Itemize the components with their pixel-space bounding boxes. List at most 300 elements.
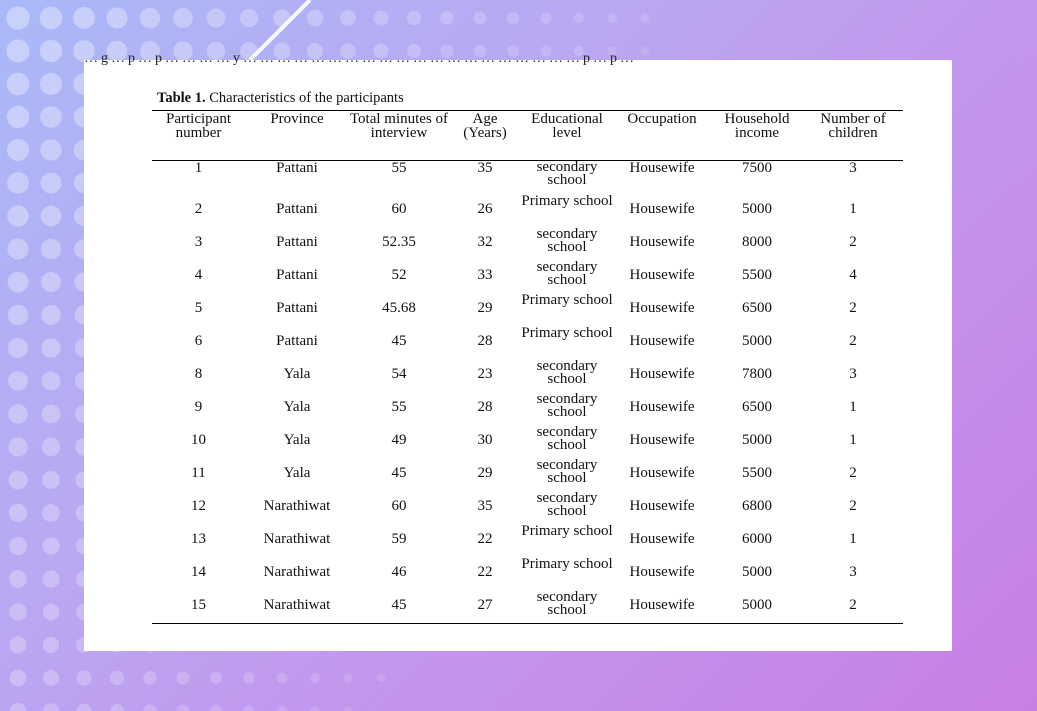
cell-age (449, 491, 521, 524)
cell-value: 7800 (742, 366, 772, 382)
header-age: Age (Years) (463, 111, 507, 141)
cell-value: 3 (849, 366, 857, 382)
cell-value: 6500 (742, 300, 772, 316)
background-dot (176, 671, 189, 684)
background-dot (106, 7, 127, 28)
cell-value: Housewife (629, 333, 695, 349)
cell-value: secondary school (536, 490, 598, 519)
cell-value: 1 (849, 432, 857, 448)
cell-number-of-children (803, 194, 903, 227)
cell-value: Housewife (629, 201, 695, 217)
cell-number-of-children (803, 491, 903, 524)
background-dot (310, 673, 320, 683)
cell-value: 45 (391, 333, 407, 349)
background-dot (344, 707, 353, 711)
cell-total-minutes (349, 326, 449, 359)
cell-age (449, 326, 521, 359)
cell-participant-number (152, 194, 245, 227)
cell-value: Pattani (276, 333, 318, 349)
background-dot (40, 40, 62, 62)
header-educational-level: Educational level (531, 111, 603, 141)
cell-value: 30 (477, 432, 493, 448)
background-dot (277, 673, 288, 684)
cutoff-text-line: …g…p…p…………y……………………………………………………p…p… (84, 51, 637, 66)
cell-number-of-children (803, 458, 903, 491)
background-dot (40, 73, 62, 95)
cell-occupation (613, 161, 711, 195)
cell-occupation (613, 524, 711, 557)
cell-value: 3 (849, 564, 857, 580)
background-dot (9, 471, 28, 490)
cell-number-of-children (803, 227, 903, 260)
cell-value: 1 (849, 399, 857, 415)
background-dot (42, 405, 61, 424)
cell-value: Pattani (276, 234, 318, 250)
cell-educational-level (521, 194, 613, 227)
cell-value: 9 (194, 399, 203, 415)
cell-value: Narathiwat (263, 498, 331, 514)
cell-province (245, 161, 349, 195)
background-dot (41, 272, 61, 292)
cell-value: Pattani (276, 160, 318, 176)
cell-value: Primary school (521, 325, 613, 341)
cell-value: Narathiwat (263, 597, 331, 613)
cell-value: Housewife (629, 300, 695, 316)
table-caption (157, 90, 404, 107)
background-dot (7, 238, 28, 259)
background-dot (540, 12, 551, 23)
cell-value: 52.35 (382, 234, 416, 250)
cell-total-minutes (349, 524, 449, 557)
background-dot (343, 673, 352, 682)
cell-occupation (613, 425, 711, 458)
cell-province (245, 458, 349, 491)
cell-participant-number (152, 161, 245, 195)
background-dot (640, 13, 649, 22)
cell-participant-number (152, 557, 245, 590)
cell-number-of-children (803, 557, 903, 590)
cell-participant-number (152, 359, 245, 392)
background-dot (7, 139, 29, 161)
caption-number: Table 1. (157, 90, 206, 106)
cell-value: 15 (191, 597, 206, 613)
table-row (152, 359, 903, 392)
background-dot (8, 338, 28, 358)
cell-value: Narathiwat (263, 564, 331, 580)
cell-value: Housewife (629, 498, 695, 514)
cell-educational-level (521, 293, 613, 326)
cell-age (449, 194, 521, 227)
caption-text: Characteristics of the participants (205, 90, 404, 106)
cell-value: 14 (191, 564, 206, 580)
cell-number-of-children (803, 326, 903, 359)
cell-household-income (711, 458, 803, 491)
cell-value: 4 (194, 267, 203, 283)
background-dot (40, 7, 63, 30)
cell-value: 2 (849, 498, 857, 514)
cell-value: 28 (477, 333, 493, 349)
table-row (152, 458, 903, 491)
background-dot (9, 504, 27, 522)
cell-value: 4 (849, 267, 857, 283)
cell-value: 32 (477, 234, 493, 250)
cell-value: Housewife (629, 432, 695, 448)
cell-participant-number (152, 293, 245, 326)
background-dot (42, 570, 59, 587)
background-dot (574, 13, 585, 24)
cell-value: Yala (283, 432, 311, 448)
background-dot (41, 305, 61, 325)
background-dot (7, 73, 30, 96)
cell-value: Narathiwat (263, 531, 331, 547)
cell-occupation (613, 260, 711, 293)
cell-value: 5500 (742, 267, 772, 283)
cell-value: 6000 (742, 531, 772, 547)
background-dot (10, 703, 26, 711)
cell-educational-level (521, 590, 613, 624)
cell-value: 23 (477, 366, 493, 382)
background-dot (41, 239, 61, 259)
background-dot (7, 205, 28, 226)
cell-value: 35 (477, 498, 493, 514)
cell-value: 7500 (742, 160, 772, 176)
cell-value: secondary school (536, 226, 598, 255)
table-row (152, 326, 903, 359)
cell-province (245, 194, 349, 227)
background-dot (407, 11, 421, 25)
table-row (152, 491, 903, 524)
background-dot (140, 8, 160, 28)
background-dot (9, 636, 26, 653)
background-dot (40, 106, 62, 128)
cell-value: Housewife (629, 160, 695, 176)
cell-educational-level (521, 392, 613, 425)
cell-participant-number (152, 392, 245, 425)
cell-value: 13 (191, 531, 206, 547)
background-dot (42, 504, 60, 522)
cell-occupation (613, 491, 711, 524)
cell-value: Housewife (629, 399, 695, 415)
background-dot (173, 8, 193, 28)
cell-value: Yala (283, 366, 311, 382)
cell-educational-level (521, 425, 613, 458)
cell-number-of-children (803, 260, 903, 293)
background-dot (307, 10, 324, 27)
cell-value: Yala (283, 399, 311, 415)
cell-value: 3 (194, 234, 203, 250)
cell-total-minutes (349, 458, 449, 491)
background-dot (42, 438, 60, 456)
participants-table (152, 110, 903, 624)
background-dot (77, 704, 92, 711)
cell-value: secondary school (536, 457, 598, 486)
cell-value: 1 (849, 531, 857, 547)
background-dot (8, 437, 27, 456)
cell-household-income (711, 392, 803, 425)
cell-household-income (711, 227, 803, 260)
table-row (152, 557, 903, 590)
cell-value: 5 (194, 300, 203, 316)
cell-value: 3 (849, 160, 857, 176)
background-dot (243, 705, 254, 711)
cell-value: 10 (191, 432, 206, 448)
cell-participant-number (152, 590, 245, 624)
cell-province (245, 227, 349, 260)
background-dot (43, 670, 59, 686)
background-dot (8, 404, 27, 423)
background-dot (177, 705, 190, 711)
cell-number-of-children (803, 161, 903, 195)
cell-occupation (613, 557, 711, 590)
cell-participant-number (152, 524, 245, 557)
background-dot (377, 674, 386, 683)
cell-age (449, 293, 521, 326)
background-dot (8, 272, 29, 293)
cell-total-minutes (349, 260, 449, 293)
cell-value: 29 (477, 300, 493, 316)
cell-participant-number (152, 260, 245, 293)
cell-value: 60 (391, 201, 407, 217)
background-dot (8, 305, 28, 325)
background-dot (474, 12, 487, 25)
background-dot (41, 371, 60, 390)
cell-value: Housewife (629, 597, 695, 613)
cell-total-minutes (349, 491, 449, 524)
cell-educational-level (521, 359, 613, 392)
cell-value: 35 (477, 160, 493, 176)
cell-household-income (711, 557, 803, 590)
background-dot (41, 206, 62, 227)
header-province: Province (270, 111, 324, 127)
background-dot (440, 11, 454, 25)
cell-educational-level (521, 326, 613, 359)
cell-province (245, 392, 349, 425)
table-row (152, 590, 903, 624)
cell-value: 8 (194, 366, 203, 382)
cell-household-income (711, 326, 803, 359)
cell-number-of-children (803, 359, 903, 392)
header-household-income: Household income (724, 111, 790, 141)
cell-age (449, 260, 521, 293)
table-row (152, 392, 903, 425)
cell-province (245, 260, 349, 293)
cell-value: Housewife (629, 366, 695, 382)
header-occupation: Occupation (627, 111, 697, 127)
background-dot (41, 338, 60, 357)
background-dot (43, 703, 59, 711)
background-dot (210, 705, 222, 711)
background-dot (243, 672, 255, 684)
table-row (152, 425, 903, 458)
cell-number-of-children (803, 293, 903, 326)
background-dot (340, 10, 356, 26)
cell-value: Pattani (276, 201, 318, 217)
cell-household-income (711, 491, 803, 524)
cell-value: 2 (849, 300, 857, 316)
cell-value: 59 (391, 531, 407, 547)
cell-value: 26 (477, 201, 493, 217)
cell-participant-number (152, 425, 245, 458)
background-dot (42, 537, 59, 554)
table-row (152, 260, 903, 293)
table-row (152, 161, 903, 195)
cell-value: Housewife (629, 234, 695, 250)
cell-value: 6800 (742, 498, 772, 514)
cell-total-minutes (349, 392, 449, 425)
background-dot (7, 106, 29, 128)
cell-value: 1 (849, 201, 857, 217)
cell-value: 46 (391, 564, 407, 580)
table-row (152, 293, 903, 326)
cell-occupation (613, 458, 711, 491)
table-row (152, 524, 903, 557)
cell-educational-level (521, 557, 613, 590)
cell-value: 6500 (742, 399, 772, 415)
cell-household-income (711, 260, 803, 293)
cell-value: Primary school (521, 556, 613, 572)
background-dot (10, 670, 27, 687)
cell-value: 5000 (742, 201, 772, 217)
cell-occupation (613, 392, 711, 425)
background-dot (240, 9, 258, 27)
cell-total-minutes (349, 359, 449, 392)
cell-total-minutes (349, 425, 449, 458)
cell-value: 2 (849, 597, 857, 613)
cell-educational-level (521, 491, 613, 524)
background-dot (143, 671, 157, 685)
cell-value: Housewife (629, 465, 695, 481)
header-number-of-children: Number of children (820, 111, 886, 141)
cell-value: 52 (391, 267, 407, 283)
cell-value: 27 (477, 597, 493, 613)
cell-value: 2 (849, 333, 857, 349)
background-dot (40, 172, 61, 193)
cell-value: 2 (849, 465, 857, 481)
cell-value: 5000 (742, 597, 772, 613)
background-dot (6, 6, 29, 29)
cell-value: secondary school (536, 358, 598, 387)
cell-educational-level (521, 524, 613, 557)
cell-total-minutes (349, 161, 449, 195)
cell-participant-number (152, 227, 245, 260)
header-total-minutes: Total minutes of interview (349, 111, 449, 141)
cell-value: 55 (391, 160, 407, 176)
cell-participant-number (152, 458, 245, 491)
cell-province (245, 293, 349, 326)
cell-number-of-children (803, 392, 903, 425)
background-dot (110, 671, 125, 686)
cell-value: Primary school (521, 292, 613, 308)
cell-value: 8000 (742, 234, 772, 250)
cell-value: Housewife (629, 531, 695, 547)
cell-value: Yala (283, 465, 311, 481)
background-dot (73, 7, 95, 29)
cell-household-income (711, 194, 803, 227)
cell-participant-number (152, 491, 245, 524)
background-dot (143, 704, 156, 711)
background-dot (43, 637, 59, 653)
cell-occupation (613, 194, 711, 227)
cell-household-income (711, 524, 803, 557)
cell-occupation (613, 293, 711, 326)
cell-value: Housewife (629, 564, 695, 580)
cell-value: 55 (391, 399, 407, 415)
cell-value: 45 (391, 597, 407, 613)
cell-province (245, 326, 349, 359)
cell-educational-level (521, 161, 613, 195)
cell-value: 45.68 (382, 300, 416, 316)
background-dot (7, 172, 29, 194)
cell-value: 11 (191, 465, 206, 481)
background-dot (40, 139, 61, 160)
cell-value: 60 (391, 498, 407, 514)
background-dot (607, 13, 617, 23)
cell-value: Pattani (276, 267, 318, 283)
cell-household-income (711, 161, 803, 195)
cell-age (449, 458, 521, 491)
cell-occupation (613, 359, 711, 392)
cell-age (449, 524, 521, 557)
cell-participant-number (152, 326, 245, 359)
cell-value: 5500 (742, 465, 772, 481)
background-dot (8, 371, 28, 391)
cell-value: 49 (391, 432, 407, 448)
cell-value: secondary school (536, 589, 598, 618)
cell-province (245, 524, 349, 557)
background-dot (373, 10, 388, 25)
cell-total-minutes (349, 227, 449, 260)
cell-household-income (711, 293, 803, 326)
cell-value: 22 (477, 531, 493, 547)
cell-value: 2 (849, 234, 857, 250)
cell-value: 5000 (742, 333, 772, 349)
cell-occupation (613, 326, 711, 359)
cell-household-income (711, 425, 803, 458)
cell-value: secondary school (536, 391, 598, 420)
cell-value: 28 (477, 399, 493, 415)
cell-value: Housewife (629, 267, 695, 283)
cell-total-minutes (349, 557, 449, 590)
cell-value: Primary school (521, 193, 613, 209)
cell-province (245, 491, 349, 524)
cell-age (449, 227, 521, 260)
cell-province (245, 557, 349, 590)
background-dot (507, 12, 519, 24)
table-header-row (152, 111, 903, 161)
cell-value: 6 (194, 333, 203, 349)
cell-age (449, 161, 521, 195)
background-dot (110, 704, 124, 711)
cell-province (245, 359, 349, 392)
cell-value: secondary school (536, 424, 598, 453)
background-dot (207, 9, 226, 28)
cell-province (245, 425, 349, 458)
background-dot (42, 471, 60, 489)
background-dot (9, 570, 27, 588)
cell-value: 45 (391, 465, 407, 481)
cell-total-minutes (349, 590, 449, 624)
cell-value: 54 (391, 366, 407, 382)
cell-total-minutes (349, 293, 449, 326)
header-participant-number: Participant number (166, 111, 231, 141)
table-row (152, 194, 903, 227)
cell-value: 5000 (742, 564, 772, 580)
background-dot (9, 603, 26, 620)
cell-value: 29 (477, 465, 493, 481)
cell-value: secondary school (536, 259, 598, 288)
cell-value: 12 (191, 498, 206, 514)
cell-value: Primary school (521, 523, 613, 539)
